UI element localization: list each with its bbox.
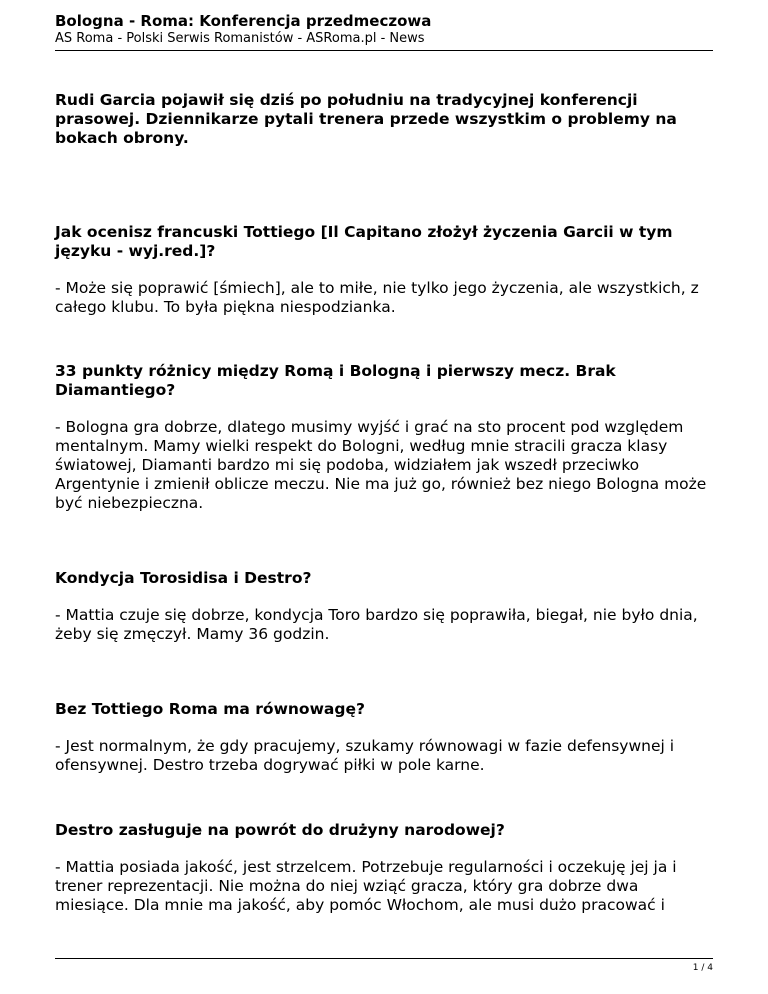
article-lead: Rudi Garcia pojawił się dziś po południu na tradycyjnej konferencji prasowej. Dziennikarze pytali trenera przede wszystkim o problemy na bokach obrony. — [55, 91, 677, 147]
answer: - Bologna gra dobrze, dlatego musimy wyjść i grać na sto procent pod względem mentalnym. Mamy wielki respekt do Bologni, według mnie stracili gracza klasy światowej, Diamanti bardzo mi się podoba, widziałem jak wszedł przeciwko Argentynie i zmienił oblicze meczu. Nie ma już go, również bez niego Bologna może być niebezpieczna. — [55, 418, 707, 512]
article-title: Bologna - Roma: Konferencja przedmeczowa — [55, 12, 432, 30]
qa-item — [55, 700, 713, 775]
qa-item — [55, 362, 713, 513]
qa-item — [55, 821, 713, 915]
answer: - Jest normalnym, że gdy pracujemy, szukamy równowagi w fazie defensywnej i ofensywnej. Destro trzeba dogrywać piłki w pole karne. — [55, 737, 675, 774]
page-number: 1 / 4 — [692, 963, 713, 973]
header-divider — [55, 50, 713, 51]
question: Kondycja Torosidisa i Destro? — [55, 569, 312, 587]
qa-item — [55, 223, 713, 317]
answer: - Mattia czuje się dobrze, kondycja Toro bardzo się poprawiła, biegał, nie było dnia, żeby się zmęczył. Mamy 36 godzin. — [55, 606, 698, 643]
answer: - Może się poprawić [śmiech], ale to miłe, nie tylko jego życzenia, ale wszystkich, z całego klubu. To była piękna niespodzianka. — [55, 279, 699, 316]
question: Destro zasługuje na powrót do drużyny narodowej? — [55, 821, 505, 839]
footer-divider — [55, 958, 713, 959]
qa-item — [55, 569, 713, 644]
question: 33 punkty różnicy między Romą i Bologną i pierwszy mecz. Brak Diamantiego? — [55, 362, 616, 399]
site-name: AS Roma - Polski Serwis Romanistów - ASRoma.pl - News — [55, 31, 425, 46]
article-body — [55, 91, 713, 915]
question: Bez Tottiego Roma ma równowagę? — [55, 700, 365, 718]
page-header — [55, 12, 713, 47]
answer: - Mattia posiada jakość, jest strzelcem. Potrzebuje regularności i oczekuję jej ja i trener reprezentacji. Nie można do niej wziąć gracza, który gra dobrze dwa miesiące. Dla mnie ma jakość, aby pomóc Włochom, ale musi dużo pracować i — [55, 858, 677, 914]
question: Jak ocenisz francuski Tottiego [Il Capitano złożył życzenia Garcii w tym języku - wyj.red.]? — [55, 223, 673, 260]
